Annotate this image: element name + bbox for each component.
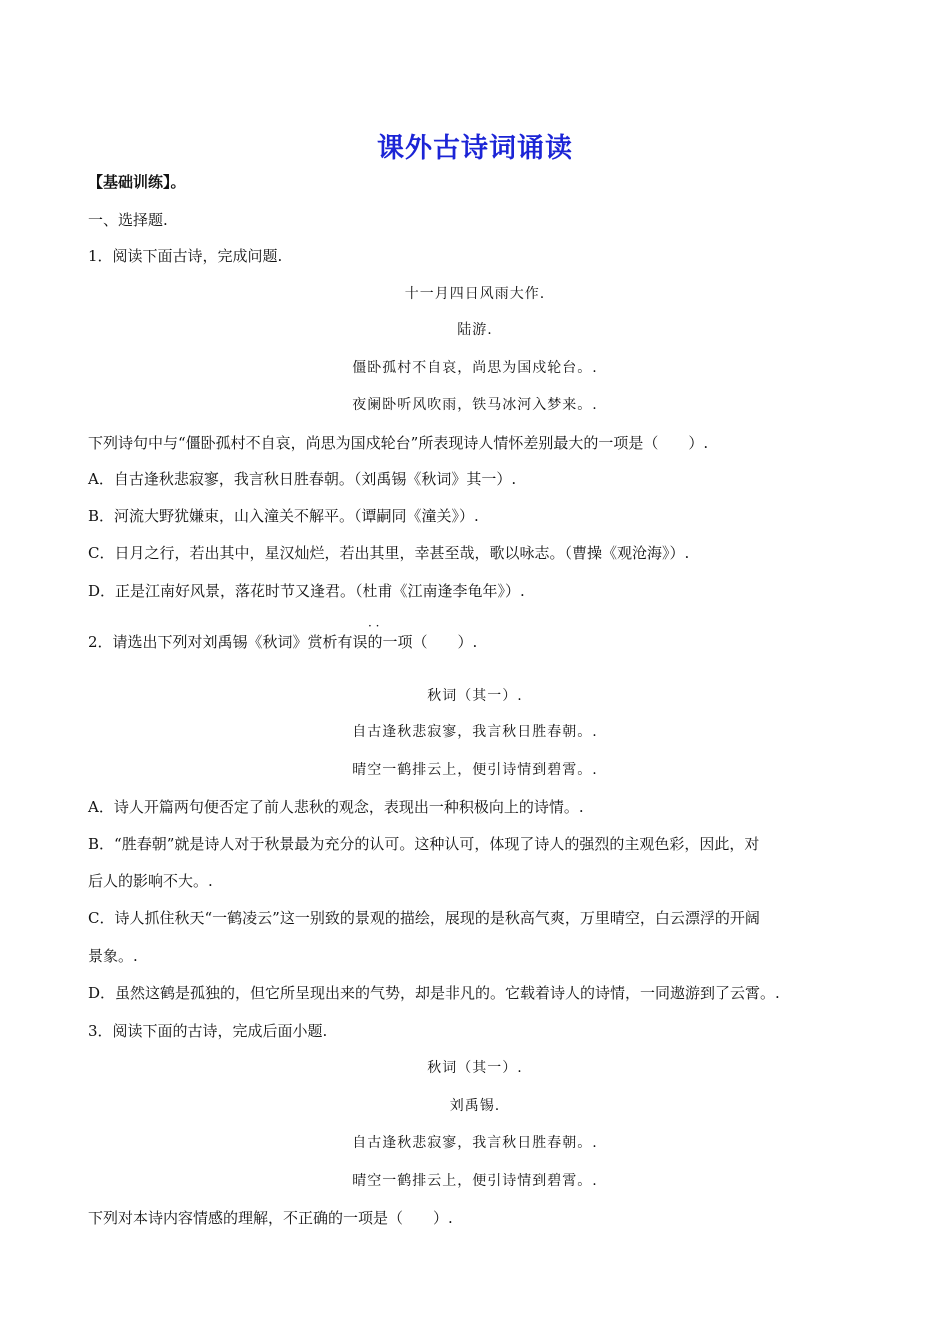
q3-poem-line: 晴空一鹤排云上，便引诗情到碧霄。. (352, 1173, 598, 1189)
q3-author: 刘禹锡. (449, 1098, 501, 1114)
q3-poem-line: 自古逢秋悲寂寥，我言秋日胜春朝。. (352, 1135, 598, 1151)
q2-stem: 2．请选出下列对刘禹锡《秋词》赏析有误的一项（ ）. (88, 633, 478, 651)
q2-option-b-cont: 后人的影响不大。. (88, 872, 213, 890)
q2-option-b: B．“胜春朝”就是诗人对于秋景最为充分的认可。这种认可，体现了诗人的强烈的主观色彩，因此，对 (88, 835, 760, 853)
q1-poem-line: 僵卧孤村不自哀，尚思为国戍轮台。. (352, 360, 598, 376)
page-title: 课外古诗词诵读 (377, 133, 573, 164)
q1-option-d: D．正是江南好风景，落花时节又逢君。（杜甫《江南逢李龟年》）. (88, 582, 525, 600)
q2-option-c: C．诗人抓住秋天“一鹤凌云”这一别致的景观的描绘，展现的是秋高气爽，万里晴空，白云漂浮的开阔 (88, 909, 760, 927)
q1-author: 陆游. (457, 322, 493, 338)
q3-stem: 3．阅读下面的古诗，完成后面小题. (88, 1022, 328, 1040)
q1-question: 下列诗句中与“僵卧孤村不自哀，尚思为国戍轮台”所表现诗人情怀差别最大的一项是（ ）. (88, 434, 709, 452)
q1-stem: 1．阅读下面古诗，完成问题. (88, 247, 283, 265)
q1-poem-title: 十一月四日风雨大作. (404, 286, 546, 302)
q2-poem-line: 自古逢秋悲寂寥，我言秋日胜春朝。. (352, 724, 598, 740)
q2-option-d: D．虽然这鹤是孤独的，但它所呈现出来的气势，却是非凡的。它载着诗人的诗情，一同遨游到了云霄。. (88, 984, 780, 1002)
part-heading: 一、选择题. (88, 211, 168, 229)
q3-poem-title: 秋词（其一）. (427, 1060, 523, 1076)
q2-option-c-cont: 景象。. (88, 947, 138, 965)
q1-option-b: B．河流大野犹嫌束，山入潼关不解平。（谭嗣同《潼关》）. (88, 507, 479, 525)
q2-option-a: A．诗人开篇两句便否定了前人悲秋的观念，表现出一种积极向上的诗情。. (88, 798, 584, 816)
q1-option-a: A．自古逢秋悲寂寥，我言秋日胜春朝。（刘禹锡《秋词》其一）. (88, 470, 517, 488)
section-heading: 【基础训练】。 (88, 173, 186, 191)
q1-poem-line: 夜阑卧听风吹雨，铁马冰河入梦来。. (352, 397, 598, 413)
q2-poem-title: 秋词（其一）. (427, 688, 523, 704)
q2-poem-line: 晴空一鹤排云上，便引诗情到碧霄。. (352, 762, 598, 778)
emphasis-dots: · · (368, 619, 380, 633)
q1-option-c: C．日月之行，若出其中，星汉灿烂，若出其里，幸甚至哉，歌以咏志。（曹操《观沧海》）. (88, 544, 690, 562)
q3-question: 下列对本诗内容情感的理解，不正确的一项是（ ）. (88, 1209, 453, 1227)
